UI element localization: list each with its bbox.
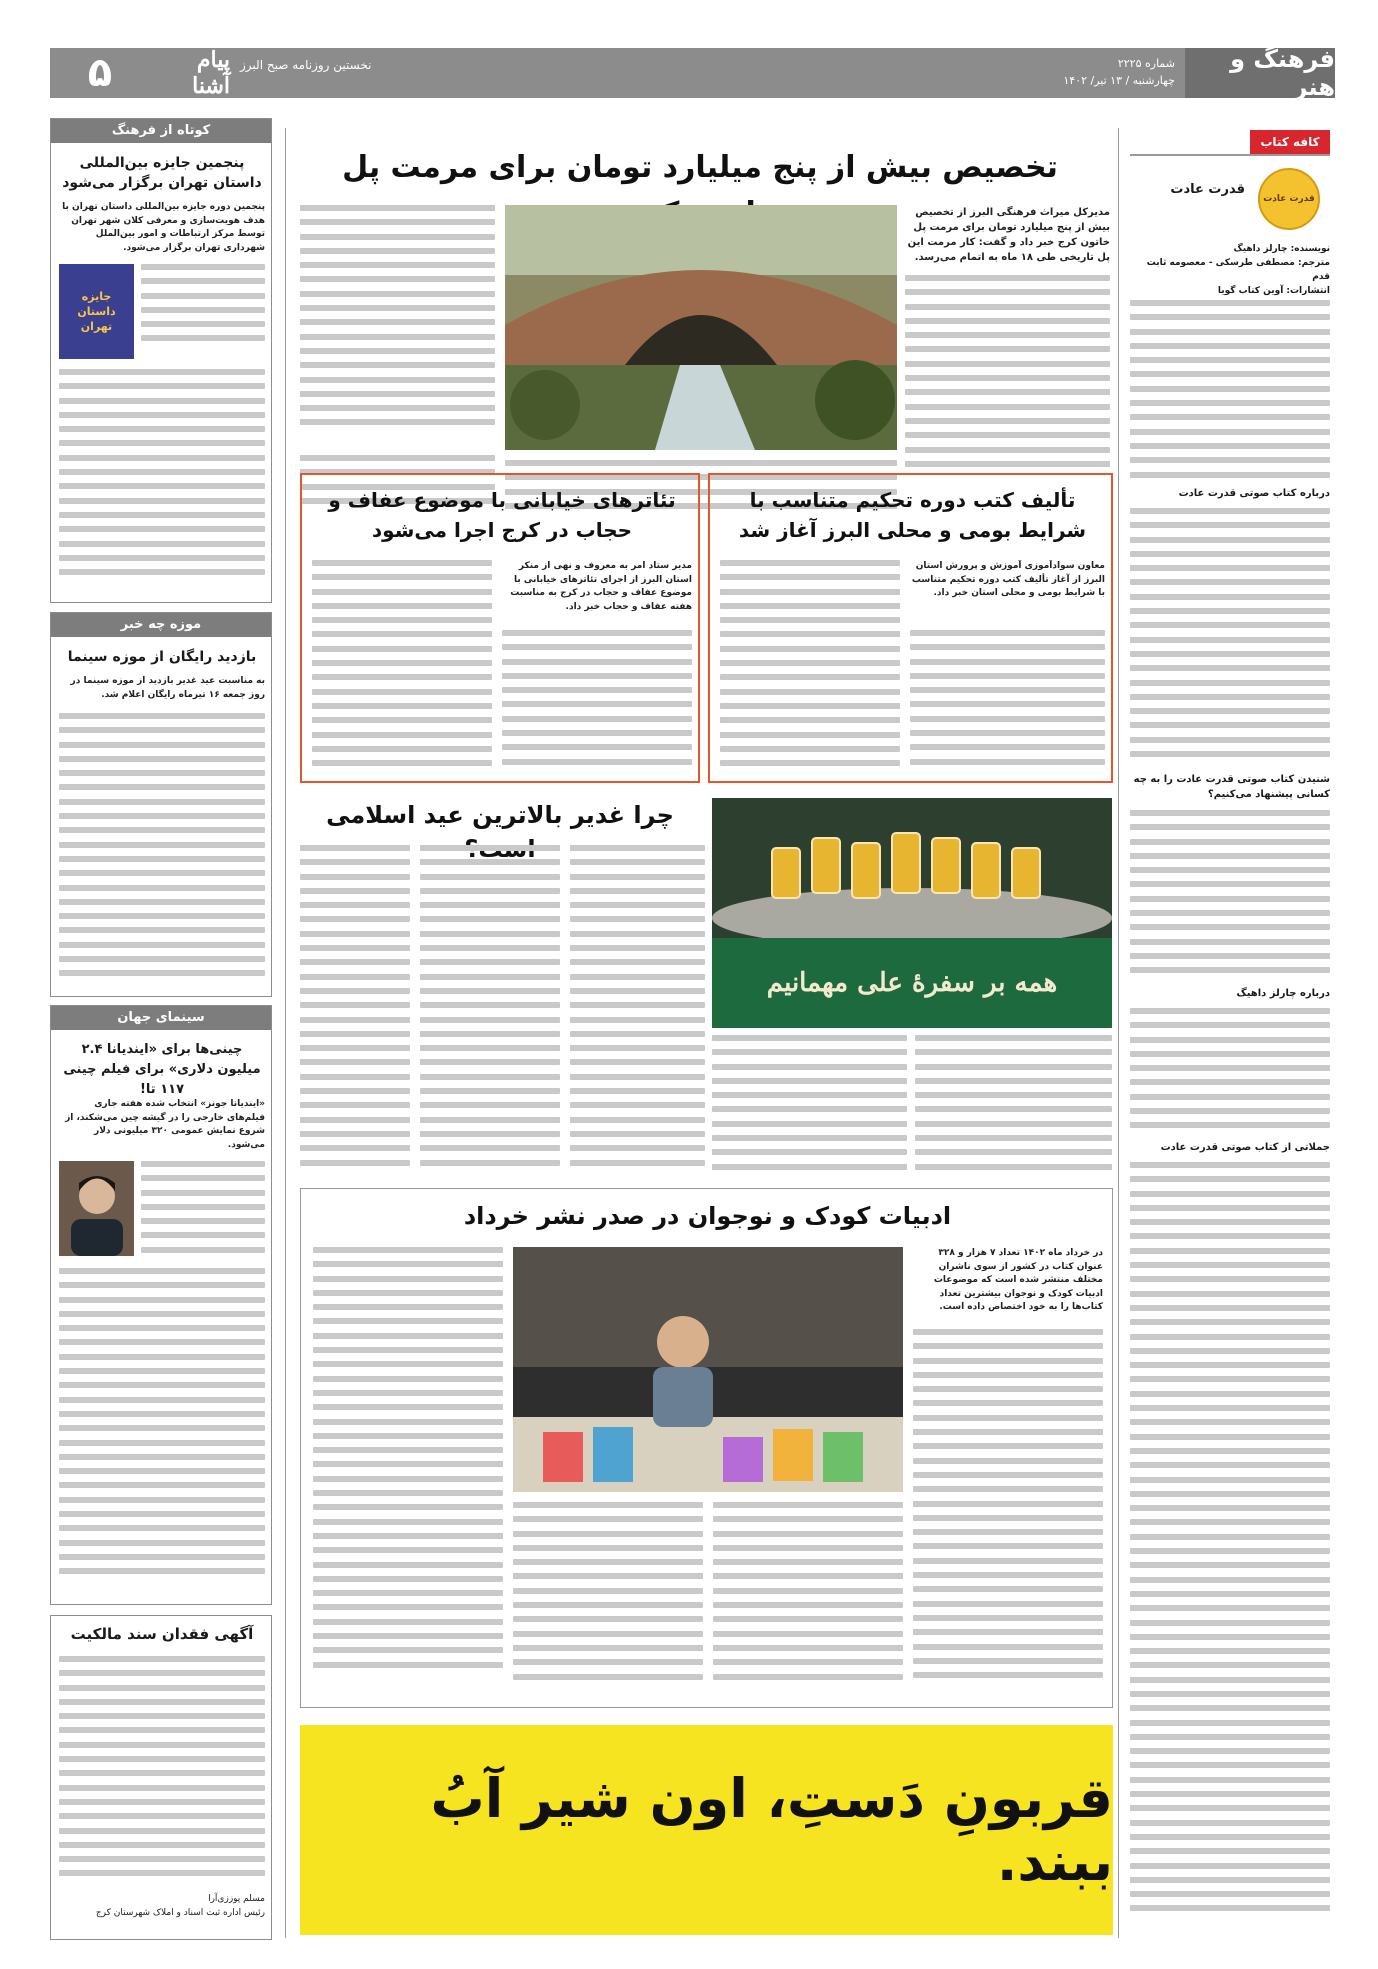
body-indiana-col1 bbox=[141, 1161, 265, 1261]
author-text bbox=[1130, 1008, 1330, 1138]
actor-photo bbox=[59, 1161, 134, 1256]
recommend-text bbox=[1130, 810, 1330, 985]
quotes-text bbox=[1130, 1162, 1330, 1937]
tea-glasses-illustration bbox=[712, 798, 1112, 938]
actor-portrait-illustration bbox=[59, 1161, 134, 1256]
column-divider bbox=[1118, 128, 1119, 1938]
book-publisher: انتشارات: آوین کتاب گویا bbox=[1217, 286, 1330, 296]
ad-slogan: قربونِ دَستِ، اون شیر آبُ ببند. bbox=[430, 1767, 1113, 1893]
page-number: ۵ bbox=[87, 50, 113, 96]
newspaper-logo: پیام آشنا bbox=[192, 47, 230, 99]
masthead-bar bbox=[50, 45, 1335, 101]
lead-indiana-china: «ایندیانا جونز» انتخاب شده هفته جاری فیلم‌های خارجی را در گیشه چین می‌شکند، از شروع نمایش عمومی ۳۲۰ میلیونی دلار می‌شود. bbox=[65, 1099, 265, 1150]
headline-ghadir: چرا غدیر بالاترین عید اسلامی bbox=[326, 801, 674, 829]
notice-signature bbox=[59, 1892, 265, 1920]
body-khatoon-col2 bbox=[300, 205, 495, 445]
lead-khatoon-bridge: مدیرکل میراث فرهنگی البرز از تخصیص بیش از پنج میلیارد تومان برای مرمت پل خاتون کرج خبر داد و گفت: کار مرمت این پل تاریخی طی ۱۸ ماه به اتمام می‌رسد. bbox=[907, 207, 1110, 263]
signature-name: مسلم پوززی‌آرا bbox=[208, 1894, 265, 1904]
museum-news-box bbox=[50, 612, 272, 997]
poster-line: جایزه bbox=[81, 290, 112, 303]
subhead-about-audiobook: درباره کتاب صوتی قدرت عادت bbox=[1178, 488, 1330, 499]
book-cafe-column bbox=[1130, 130, 1330, 1940]
kids-literature-box bbox=[300, 1188, 1113, 1708]
subhead-quotes: جملاتی از کتاب صوتی قدرت عادت bbox=[1160, 1142, 1330, 1153]
headline-cinema-museum: بازدید رایگان از موزه سینما bbox=[67, 649, 257, 665]
body-kids-col1 bbox=[913, 1329, 1103, 1699]
body-khatoon-col1 bbox=[905, 275, 1110, 480]
bridge-illustration bbox=[505, 205, 897, 450]
book-cafe-label: کافه کتاب bbox=[1250, 130, 1330, 154]
body-kids-col2 bbox=[713, 1502, 903, 1699]
issue-info bbox=[1063, 55, 1175, 89]
issue-number: شماره ۲۲۲۵ bbox=[1117, 57, 1175, 70]
kids-bookfair-photo bbox=[513, 1247, 903, 1492]
column-divider bbox=[285, 128, 286, 1938]
book-credits bbox=[1130, 242, 1330, 298]
world-cinema-label: سینمای جهان bbox=[51, 1006, 271, 1030]
tehran-award-poster bbox=[59, 264, 134, 359]
subhead-author: درباره چارلز داهیگ bbox=[1236, 988, 1330, 999]
book-cover-label: قدرت عادت bbox=[1263, 194, 1315, 204]
lead-kids-literature: در خرداد ماه ۱۴۰۲ تعداد ۷ هزار و ۳۲۸ عنوان کتاب در کشور از سوی ناشران مختلف منتشر شده است که موضوعات ادبیات کودک و نوجوان بیشترین تعداد کتاب‌ها را به خود اختصاص داده است. bbox=[933, 1248, 1103, 1312]
body-cinema-museum bbox=[59, 713, 265, 988]
body-kids-col3 bbox=[513, 1502, 703, 1699]
book-title: قدرت عادت bbox=[1170, 182, 1245, 197]
body-ghadir-col3 bbox=[570, 845, 705, 1180]
water-saving-ad bbox=[300, 1725, 1113, 1935]
body-ghadir-col4 bbox=[712, 1035, 907, 1180]
body-tehran-award-col1 bbox=[141, 264, 265, 354]
headline-tehran-story-award: پنجمین جایزه بین‌المللی داستان تهران برگزار می‌شود bbox=[62, 155, 262, 191]
poster-line: داستان bbox=[77, 305, 116, 318]
ghadir-banner-text: همه بر سفرهٔ علی مهمانیم bbox=[712, 938, 1112, 1028]
headline-khatoon-bridge: تخصیص بیش از پنج میلیارد تومان برای مرمت پل bbox=[342, 150, 1058, 185]
book-author: نویسنده: چارلز داهیگ bbox=[1233, 244, 1330, 254]
issue-date: چهارشنبه / ۱۳ تیر/ ۱۴۰۲ bbox=[1063, 74, 1175, 87]
culture-briefs-box bbox=[50, 118, 272, 603]
headline-books: تألیف کتب دوره تحکیم متناسب با شرایط بومی و محلی البرز آغاز شد bbox=[738, 488, 1087, 542]
book-cover-image bbox=[1258, 168, 1320, 230]
body-ghadir-col2 bbox=[420, 845, 560, 1180]
body-kids-col4 bbox=[313, 1247, 503, 1699]
headline-indiana-china: چینی‌ها برای «ایندیانا ۲.۴ میلیون دلاری» برای فیلم چینی ۱۱۷ تا! bbox=[63, 1042, 261, 1097]
body-books-col2 bbox=[720, 560, 900, 775]
subhead-recommend: شنیدن کتاب صوتی قدرت عادت را به چه کسانی پیشنهاد می‌کنیم؟ bbox=[1133, 774, 1330, 800]
ghadir-banner-image bbox=[712, 798, 1112, 1028]
museum-news-label: موزه چه خبر bbox=[51, 613, 271, 637]
headline-theater: تئاترهای خیابانی با موضوع عفاف و حجاب در کرج اجرا می‌شود bbox=[328, 488, 676, 542]
divider bbox=[1130, 154, 1330, 156]
headline-kids-literature: ادبیات کودک و نوجوان در صدر نشر خرداد bbox=[463, 1202, 952, 1230]
body-tehran-award-col2 bbox=[59, 369, 265, 594]
culture-briefs-label: کوتاه از فرهنگ bbox=[51, 119, 271, 143]
body-theater-col1 bbox=[502, 630, 692, 775]
book-intro-text bbox=[1130, 300, 1330, 485]
body-ghadir-col1 bbox=[300, 845, 410, 1180]
about-audiobook-text bbox=[1130, 508, 1330, 768]
world-cinema-box bbox=[50, 1005, 272, 1605]
lead-books: معاون سوادآموزی آموزش و پرورش استان البرز از آغاز تألیف کتب دوره تحکیم متناسب با شرایط بومی و محلی استان خبر داد. bbox=[911, 561, 1105, 598]
lead-tehran-story-award: پنجمین دوره جایزه بین‌المللی داستان تهران با هدف هویت‌سازی و معرفی کلان شهر تهران توسط مرکز ارتباطات و امور بین‌الملل شهرداری تهران برگزار می‌شود. bbox=[62, 202, 265, 253]
body-books-col1 bbox=[910, 630, 1105, 775]
book-translator: مترجم: مصطفی طرسکی - معصومه ثابت قدم bbox=[1146, 258, 1330, 282]
newspaper-tagline: نخستین روزنامه صبح البرز bbox=[240, 58, 372, 72]
bridge-photo bbox=[505, 205, 897, 450]
body-ghadir-col5 bbox=[915, 1035, 1112, 1180]
lead-theater: مدیر ستاد امر به معروف و نهی از منکر استان البرز از اجرای تئاترهای خیابانی با موضوع عفاف و حجاب در کرج به مناسبت هفته عفاف و حجاب خبر داد. bbox=[510, 561, 692, 612]
lead-cinema-museum: به مناسبت عید غدیر بازدید از موزه سینما در روز جمعه ۱۶ تیرماه رایگان اعلام شد. bbox=[70, 676, 265, 700]
child-with-books-illustration bbox=[513, 1247, 903, 1492]
headline-lost-deed: آگهی فقدان سند مالکیت bbox=[70, 1625, 254, 1643]
body-indiana-col2 bbox=[59, 1268, 265, 1596]
section-title: فرهنگ و هنر bbox=[1185, 48, 1335, 98]
signature-title: رئیس اداره ثبت اسناد و املاک شهرستان کرج bbox=[95, 1908, 265, 1918]
body-theater-col2 bbox=[312, 560, 492, 775]
poster-line: تهران bbox=[80, 320, 113, 333]
theater-story-box bbox=[300, 473, 700, 783]
books-story-box bbox=[708, 473, 1113, 783]
lost-deed-notice-box bbox=[50, 1615, 272, 1940]
body-lost-deed bbox=[59, 1656, 265, 1886]
